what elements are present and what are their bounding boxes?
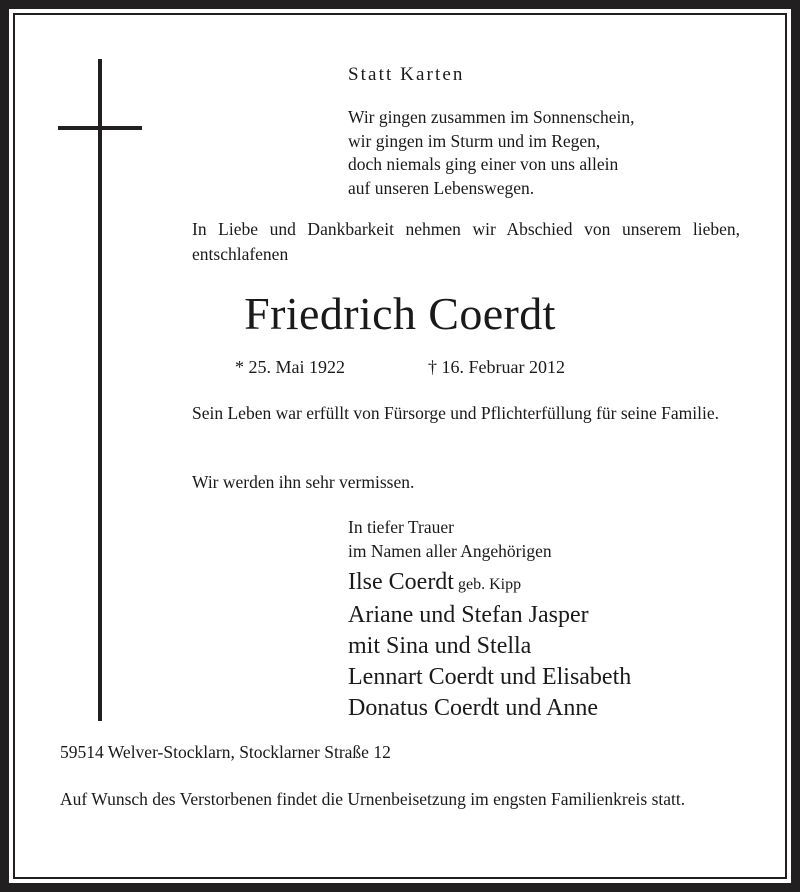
poem-line: auf unseren Lebenswegen. — [348, 177, 535, 198]
mourner-entry: Donatus Coerdt und Anne — [348, 695, 598, 721]
mourner-name: Ilse Coerdt — [348, 569, 454, 595]
mourning-header-line: im Namen aller Angehörigen — [348, 540, 552, 561]
mourner-maiden-name: geb. Kipp — [453, 576, 522, 593]
poem-line: doch niemals ging einer von uns allein — [348, 154, 619, 174]
mourning-header-line: In tiefer Trauer — [348, 517, 454, 537]
memorial-poem — [348, 106, 635, 200]
closing-note: Auf Wunsch des Verstorbenen findet die Urnenbeisetzung im engsten Familienkreis statt. — [60, 789, 686, 809]
mourner-entry: Ariane und Stefan Jasper — [348, 602, 589, 628]
address-line: 59514 Welver-Stocklarn, Stocklarner Straße 12 — [60, 742, 391, 762]
deceased-name: Friedrich Coerdt — [244, 288, 556, 339]
mourner-entry: mit Sina und Stella — [348, 633, 532, 659]
mourners-list — [348, 567, 631, 724]
frame-inner-rule — [13, 13, 787, 879]
tribute-paragraph: Sein Leben war erfüllt von Fürsorge und Pflichterfüllung für seine Familie. — [192, 403, 719, 423]
birth-date: * 25. Mai 1922 — [235, 357, 345, 377]
missing-statement: Wir werden ihn sehr vermissen. — [192, 472, 415, 492]
mourner-entry — [348, 567, 631, 600]
life-dates — [0, 356, 800, 378]
poem-line: wir gingen im Sturm und im Regen, — [348, 130, 601, 151]
statt-karten-heading: Statt Karten — [348, 64, 465, 85]
christian-cross-crossbar-icon — [58, 126, 142, 130]
death-date: † 16. Februar 2012 — [428, 357, 565, 377]
frame-white-gap — [9, 9, 791, 883]
mourning-header — [348, 516, 552, 563]
poem-line: Wir gingen zusammen im Sonnenschein, — [348, 107, 635, 127]
intro-paragraph: In Liebe und Dankbarkeit nehmen wir Abschied von unserem lieben, entschlafenen — [192, 219, 740, 264]
mourner-entry: Lennart Coerdt und Elisabeth — [348, 664, 632, 690]
christian-cross-icon — [98, 59, 102, 721]
